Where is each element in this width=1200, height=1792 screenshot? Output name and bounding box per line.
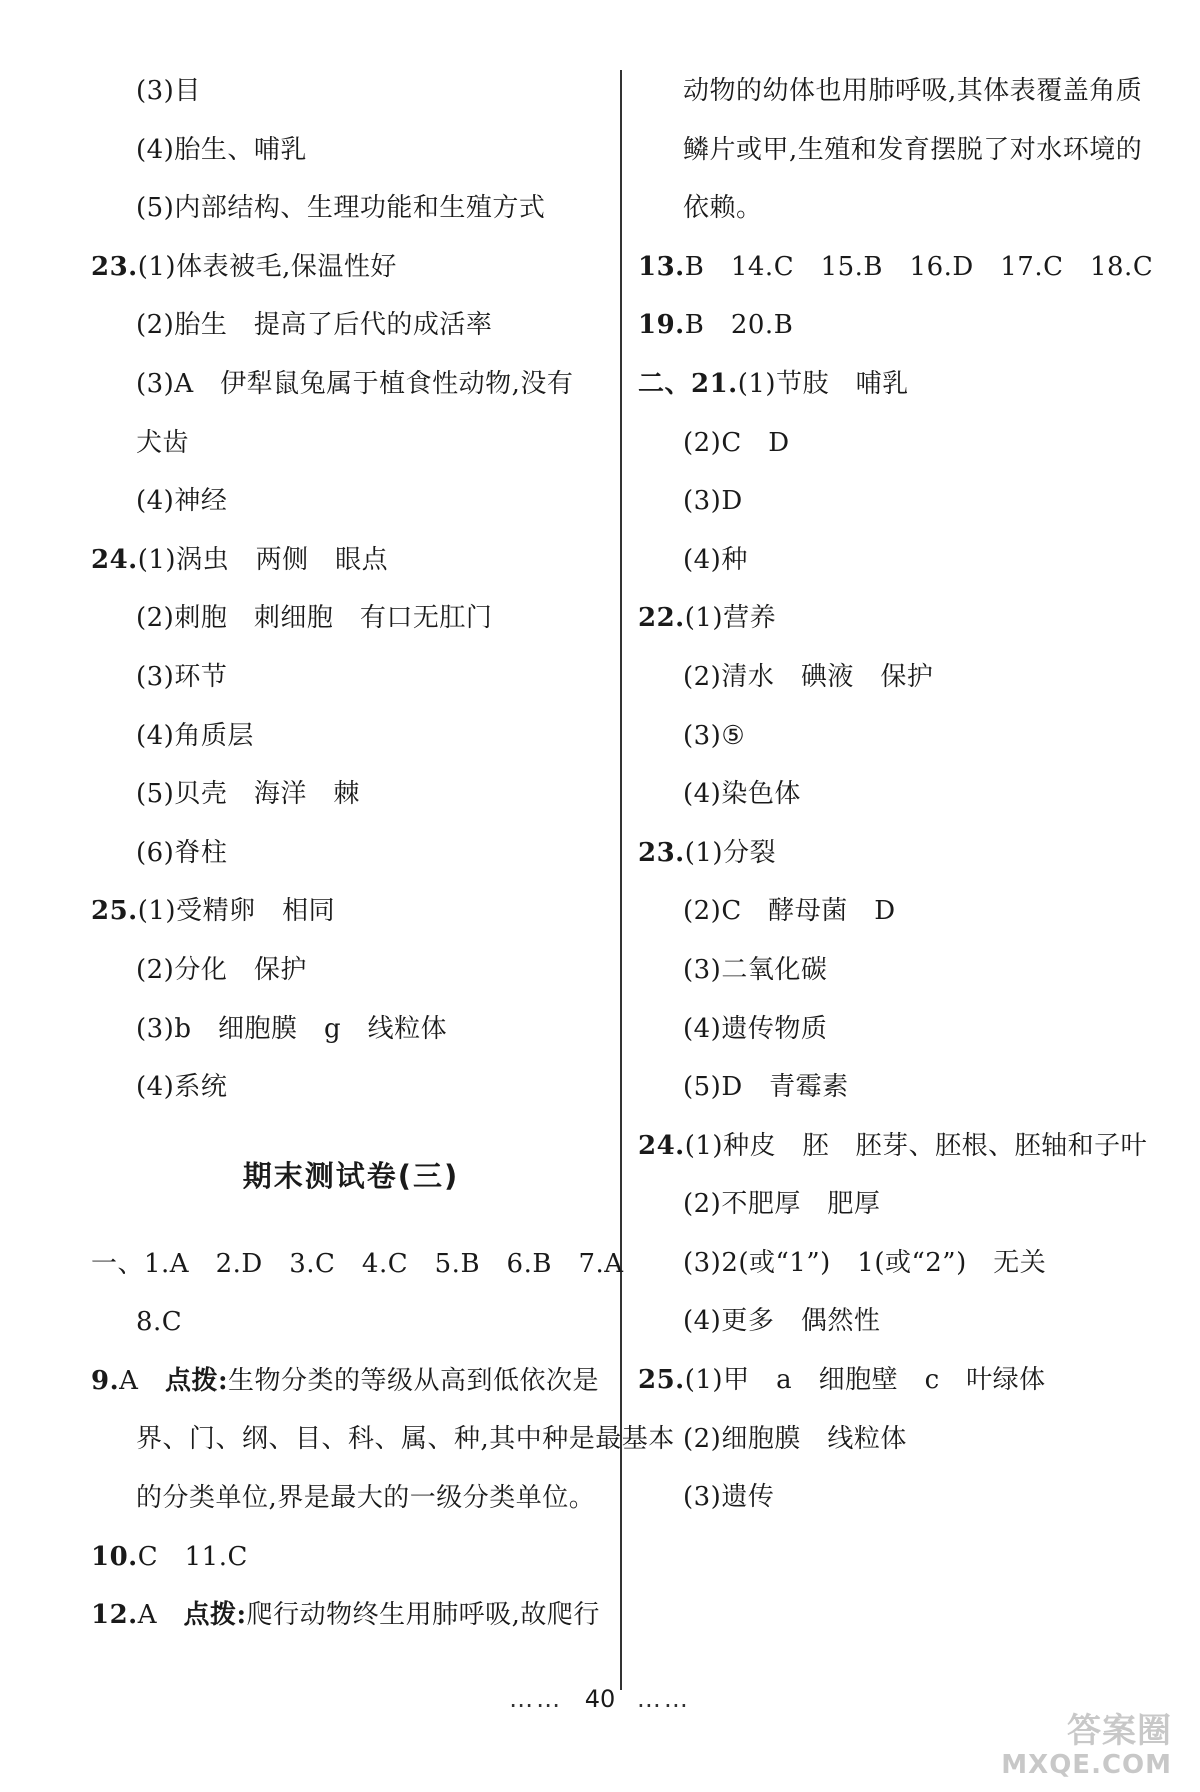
answer-text: (1)甲 a 细胞壁 c 叶绿体 <box>684 1365 1046 1396</box>
answer-text: 鳞片或甲,生殖和发育摆脱了对水环境的 <box>683 134 1143 165</box>
answer-text: (4)遗传物质 <box>683 1013 828 1044</box>
answer-text: (2)细胞膜 线粒体 <box>683 1423 907 1454</box>
answer-text: 8.C <box>136 1307 183 1338</box>
answer-text: (3)A 伊犁鼠兔属于植食性动物,没有 <box>136 368 574 399</box>
answer-line-numbered <box>638 355 1158 414</box>
answer-line <box>91 824 611 883</box>
answer-text: 依赖。 <box>683 193 763 224</box>
answer-line-numbered <box>91 882 611 941</box>
answer-text: (1)受精卵 相同 <box>137 896 336 927</box>
answer-line <box>91 941 611 1000</box>
answer-line <box>638 1058 1158 1117</box>
answer-line <box>91 765 611 824</box>
answer-line-numbered <box>638 238 1158 297</box>
answer-text: (2)胎生 提高了后代的成活率 <box>136 310 493 341</box>
answer-text: (6)脊柱 <box>136 837 228 868</box>
answer-text: (3)2(或“1”) 1(或“2”) 无关 <box>683 1247 1047 1278</box>
answer-line-numbered <box>91 1352 611 1411</box>
answer-text: (3)目 <box>136 76 201 106</box>
answer-text: (3)⑤ <box>683 720 746 751</box>
answer-line <box>638 882 1158 941</box>
answer-text: (4)角质层 <box>136 720 254 751</box>
answer-line-numbered <box>91 1586 611 1645</box>
answer-text: (2)不肥厚 肥厚 <box>683 1189 881 1220</box>
answer-line <box>91 707 611 766</box>
answer-text: (4)胎生、哺乳 <box>136 134 307 165</box>
answer-line-numbered <box>638 824 1158 883</box>
answer-line <box>638 648 1158 707</box>
answer-text: 犬齿 <box>136 427 190 458</box>
answer-line-numbered <box>91 531 611 590</box>
answer-text: (4)系统 <box>136 1072 228 1103</box>
answer-text: (2)C 酵母菌 D <box>683 896 896 927</box>
question-number: 10. <box>91 1541 138 1572</box>
hint-text: 生物分类的等级从高到低依次是 <box>228 1365 600 1396</box>
question-number: 24. <box>638 1130 685 1161</box>
answer-text: 的分类单位,界是最大的一级分类单位。 <box>136 1483 596 1514</box>
question-number: 23. <box>638 837 685 868</box>
answer-text: 一、1.A 2.D 3.C 4.C 5.B 6.B 7.A <box>91 1248 624 1279</box>
answer-line <box>638 1234 1158 1293</box>
answer-line <box>91 296 611 355</box>
answer-line <box>638 62 1158 121</box>
answer-text: C 11.C <box>137 1541 248 1572</box>
hint-label: 点拨: <box>164 1365 229 1396</box>
answer-line <box>638 765 1158 824</box>
watermark-logo <box>1001 1711 1172 1780</box>
footer-dots-right: …… <box>636 1685 691 1713</box>
answer-text: B 20.B <box>684 310 794 341</box>
answer-line <box>91 1469 611 1528</box>
answer-line <box>91 355 611 414</box>
answer-text: (1)营养 <box>684 603 777 634</box>
answer-line <box>638 531 1158 590</box>
answer-line <box>91 1058 611 1117</box>
answer-text: (1)体表被毛,保温性好 <box>137 251 397 282</box>
answer-text: (2)刺胞 刺细胞 有口无肛门 <box>136 603 493 634</box>
answer-text: (1)种皮 胚 胚芽、胚根、胚轴和子叶 <box>684 1130 1148 1161</box>
watermark-main: 答案圈 <box>1067 1711 1172 1751</box>
question-number: 13. <box>638 251 685 282</box>
answer-text: (4)更多 偶然性 <box>683 1306 881 1337</box>
answer-text: (4)种 <box>683 544 748 575</box>
answer-line <box>91 62 611 121</box>
question-number: 二、21. <box>638 368 738 399</box>
answer-line <box>638 941 1158 1000</box>
question-number: 22. <box>638 603 685 634</box>
question-number: 24. <box>91 544 138 575</box>
answer-text: (1)涡虫 两侧 眼点 <box>137 544 389 575</box>
answer-line <box>638 121 1158 180</box>
answer-text: (3)环节 <box>136 661 228 692</box>
question-number: 9. <box>91 1365 120 1396</box>
answer-line <box>91 472 611 531</box>
answer-text: A <box>119 1365 165 1396</box>
answer-text: 界、门、纲、目、科、属、种,其中种是最基本 <box>136 1424 675 1455</box>
page-number: 40 <box>584 1685 616 1713</box>
answer-line <box>638 472 1158 531</box>
answer-text: 动物的幼体也用肺呼吸,其体表覆盖角质 <box>683 76 1143 106</box>
hint-text: 爬行动物终生用肺呼吸,故爬行 <box>246 1600 600 1631</box>
footer-dots-left: …… <box>509 1685 564 1713</box>
answer-line <box>91 1410 675 1469</box>
watermark-url: MXQE.COM <box>1001 1750 1172 1780</box>
answer-line-numbered <box>638 296 1158 355</box>
answer-text: (2)分化 保护 <box>136 954 307 985</box>
answer-text: (4)染色体 <box>683 779 801 810</box>
answer-text: A <box>137 1600 184 1631</box>
answer-text: (5)贝壳 海洋 棘 <box>136 779 360 810</box>
answer-text: (3)D <box>683 486 743 517</box>
answer-line <box>91 1235 624 1294</box>
answer-line <box>91 648 611 707</box>
answer-line <box>91 1293 611 1352</box>
answer-line <box>91 589 611 648</box>
page-footer <box>0 1685 1200 1713</box>
answer-line <box>638 414 1158 473</box>
answer-text: (3)遗传 <box>683 1482 775 1513</box>
right-column <box>638 62 1158 1527</box>
answer-line <box>91 121 611 180</box>
answer-line <box>638 179 1158 238</box>
question-number: 25. <box>91 896 138 927</box>
answer-text: (3)b 细胞膜 g 线粒体 <box>136 1013 448 1044</box>
answer-line <box>638 1000 1158 1059</box>
question-number: 12. <box>91 1600 138 1631</box>
section-title: 期末测试卷(三) <box>242 1158 460 1193</box>
answer-line <box>638 707 1158 766</box>
answer-text: (5)内部结构、生理功能和生殖方式 <box>136 193 546 224</box>
answer-line-numbered <box>91 238 611 297</box>
answer-line-numbered <box>638 1351 1158 1410</box>
answer-text: B 14.C 15.B 16.D 17.C 18.C <box>684 251 1154 282</box>
answer-line <box>638 1410 1158 1469</box>
question-number: 25. <box>638 1365 685 1396</box>
answer-line <box>91 1000 611 1059</box>
hint-label: 点拨: <box>183 1600 247 1631</box>
answer-text: (5)D 青霉素 <box>683 1072 849 1103</box>
answer-line <box>638 1175 1158 1234</box>
question-number: 23. <box>91 251 138 282</box>
answer-line-numbered <box>91 1528 611 1587</box>
answer-text: (2)清水 碘液 保护 <box>683 661 934 692</box>
question-number: 19. <box>638 310 685 341</box>
answer-line <box>638 1468 1158 1527</box>
answer-line-numbered <box>638 589 1158 648</box>
answer-line <box>91 414 611 473</box>
answer-line-numbered <box>638 1117 1158 1176</box>
answer-text: (2)C D <box>683 427 790 458</box>
answer-text: (3)二氧化碳 <box>683 954 828 985</box>
answer-line <box>91 179 611 238</box>
answer-text: (1)分裂 <box>684 837 777 868</box>
answer-line <box>638 1292 1158 1351</box>
answer-text: (4)神经 <box>136 486 228 517</box>
answer-text: (1)节肢 哺乳 <box>737 368 909 399</box>
